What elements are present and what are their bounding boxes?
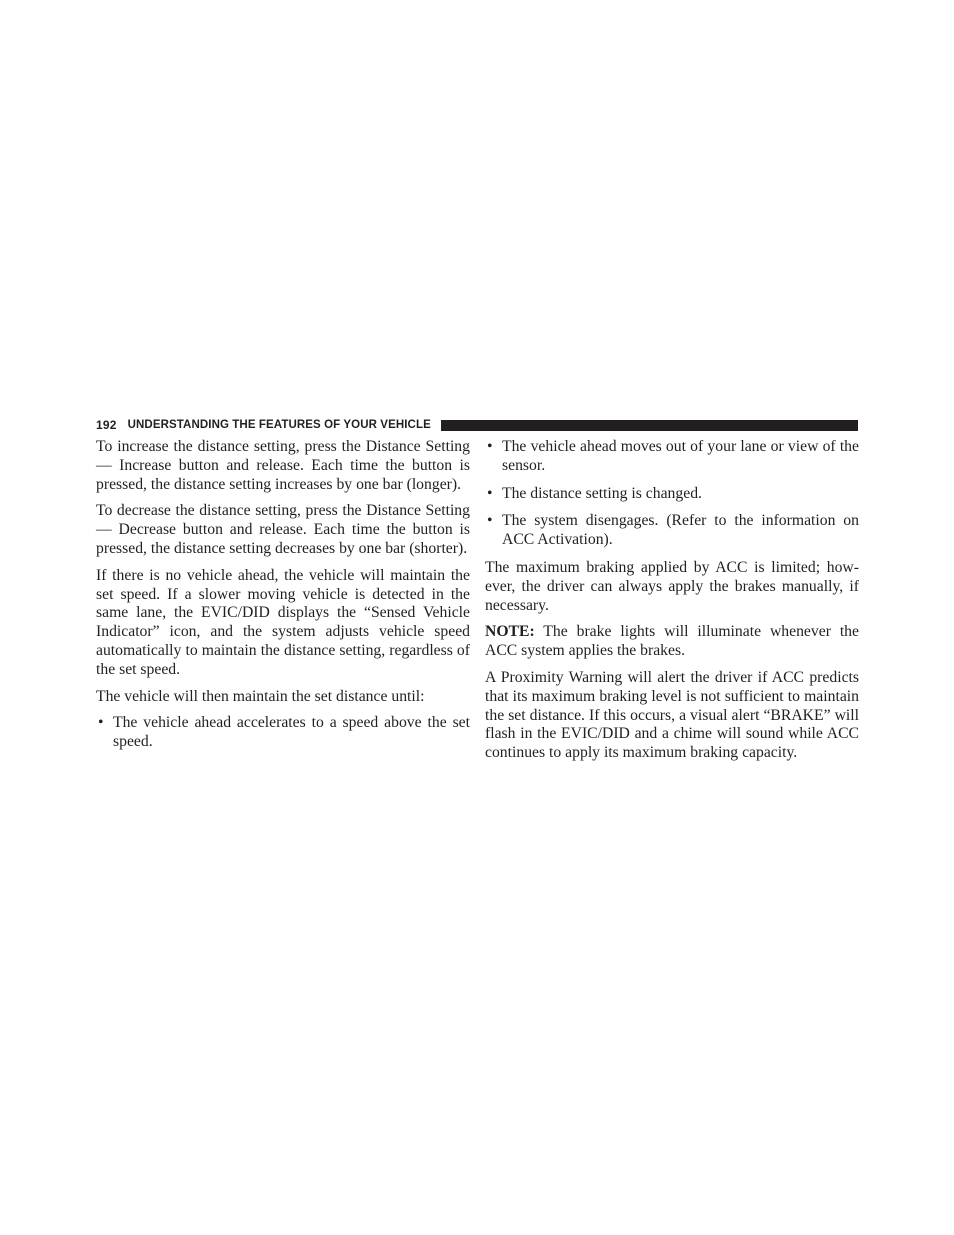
bullet-list-left xyxy=(96,714,470,752)
note-text: The brake lights will illuminate whenever the ACC system applies the brakes. xyxy=(485,623,859,660)
header-rule-bar xyxy=(441,420,858,431)
bullet-icon: • xyxy=(487,438,493,455)
list-item-text: The system disengages. (Refer to the information on ACC Activation). xyxy=(502,512,859,549)
page-header xyxy=(96,417,858,433)
note-paragraph xyxy=(485,623,859,661)
bullet-list-right xyxy=(485,438,859,550)
list-item xyxy=(485,438,859,476)
note-label: NOTE: xyxy=(485,623,535,641)
page-number: 192 xyxy=(96,418,117,432)
paragraph-max-braking: The maximum braking applied by ACC is limited; however, the driver can always apply the brakes manually, if necessary. xyxy=(485,558,859,614)
bullet-icon: • xyxy=(487,484,493,502)
right-column xyxy=(485,438,859,771)
paragraph-no-vehicle-ahead: If there is no vehicle ahead, the vehicle will maintain the set speed. If a slower moving vehicle is detected in the same lane, the EVIC/DID displays the “Sensed Vehicle Indicator” icon, and the system adjusts vehicle speed automatically to maintain the distance setting, regardless of the set speed. xyxy=(96,566,470,678)
bullet-icon: • xyxy=(487,512,493,530)
list-item xyxy=(485,512,859,550)
list-item xyxy=(485,485,859,504)
paragraph-decrease-distance: To decrease the distance setting, press the Distance Setting — Decrease button and release. Each time the button is pressed, the distance setting decreases by one bar (shorter). xyxy=(96,502,470,557)
paragraph-maintain-until: The vehicle will then maintain the set distance until: xyxy=(96,687,425,705)
list-item xyxy=(96,714,470,752)
paragraph-increase-distance: To increase the distance setting, press the Distance Setting — Increase button and release. Each time the button is pressed, the distance setting increases by one bar (longer). xyxy=(96,438,470,493)
paragraph-proximity-warning: A Proximity Warning will alert the driver if ACC predicts that its maximum braking level is not sufficient to maintain the set distance. If this occurs, a visual alert “BRAKE” will flash in the EVIC/DID and a chime will sound while ACC continues to apply its maximum braking capacity. xyxy=(485,668,859,762)
list-item-text: The vehicle ahead accelerates to a speed above the set speed. xyxy=(113,714,470,751)
section-title: UNDERSTANDING THE FEATURES OF YOUR VEHICLE xyxy=(127,419,431,431)
bullet-icon: • xyxy=(98,714,104,732)
list-item-text: The distance setting is changed. xyxy=(502,484,702,502)
list-item-text: The vehicle ahead moves out of your lane or view of the sensor. xyxy=(502,438,859,474)
left-column xyxy=(96,438,470,761)
